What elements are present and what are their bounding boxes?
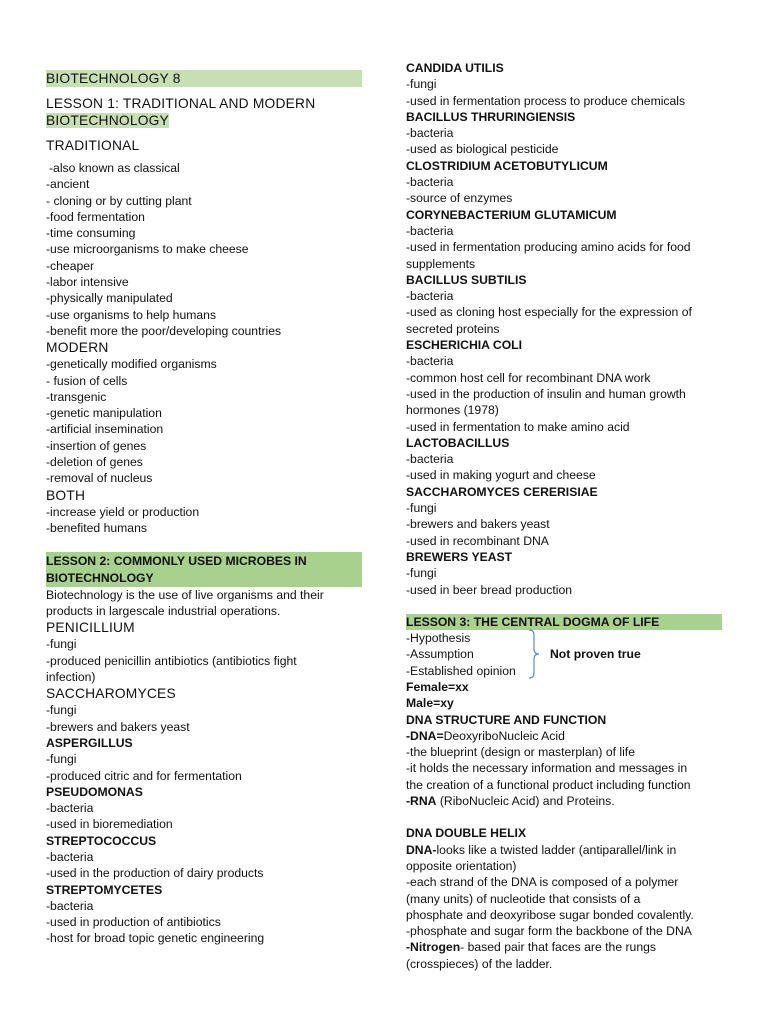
list-item: -Assumption — [406, 647, 474, 662]
list-item: -used in the production of dairy products — [46, 866, 264, 881]
microbe-name: CLOSTRIDIUM ACETOBUTYLICUM — [406, 158, 608, 173]
double-helix-heading: DNA DOUBLE HELIX — [406, 826, 527, 841]
list-item: -source of enzymes — [406, 191, 513, 206]
microbe-name: BREWERS YEAST — [406, 549, 513, 564]
list-item: -used in the production of insulin and human growth — [406, 386, 686, 401]
list-item: -used in recombinant DNA — [406, 533, 549, 548]
list-item: hormones (1978) — [406, 403, 499, 418]
list-item: -also known as classical — [49, 161, 180, 175]
microbe-name: ASPERGILLUS — [46, 735, 133, 750]
microbe-name: STREPTOCOCCUS — [46, 833, 157, 848]
list-item: -use microorganisms to make cheese — [46, 242, 249, 257]
hypothesis-group — [406, 630, 722, 679]
list-item: -fungi — [46, 703, 77, 718]
male-label: Male=xy — [406, 696, 454, 711]
list-item: -bacteria — [406, 452, 454, 467]
list-item: -brewers and bakers yeast — [46, 719, 190, 734]
list-item: -each strand of the DNA is composed of a polymer — [406, 875, 679, 890]
dna-definition — [406, 728, 722, 744]
list-item: supplements — [406, 256, 476, 271]
lesson1-line1: LESSON 1: TRADITIONAL AND MODERN — [46, 96, 316, 111]
list-item: -fungi — [406, 77, 437, 92]
list-item: -fungi — [46, 637, 77, 652]
list-item: -transgenic — [46, 389, 107, 404]
list-item: -fungi — [46, 752, 77, 767]
list-item: -used in beer bread production — [406, 582, 572, 597]
list-item: -bacteria — [406, 223, 454, 238]
list-item: -produced citric and for fermentation — [46, 768, 242, 783]
list-item: -ancient — [46, 177, 90, 192]
list-item: -bacteria — [46, 898, 94, 913]
list-item: -genetic manipulation — [46, 406, 162, 421]
list-item: -insertion of genes — [46, 438, 147, 453]
microbe-name: ESCHERICHIA COLI — [406, 338, 523, 353]
list-item: -physically manipulated — [46, 291, 173, 306]
nitrogen-definition — [406, 939, 722, 955]
list-item: -the blueprint (design or masterplan) of life — [406, 745, 635, 760]
lesson1-line2: BIOTECHNOLOGY — [46, 113, 169, 128]
list-item: the creation of a functional product including function — [406, 777, 691, 792]
nitrogen-value: - based pair that faces are the rungs — [460, 940, 656, 955]
list-item: -it holds the necessary information and messages in — [406, 761, 688, 776]
microbe-name: CORYNEBACTERIUM GLUTAMICUM — [406, 207, 617, 222]
list-item: - cloning or by cutting plant — [46, 193, 192, 208]
list-item: secreted proteins — [406, 321, 500, 336]
list-item: -common host cell for recombinant DNA work — [406, 370, 651, 385]
lesson2-intro-1: Biotechnology is the use of live organisms and their — [46, 587, 324, 602]
list-item: -fungi — [406, 566, 437, 581]
list-item: -benefit more the poor/developing countries — [46, 323, 282, 338]
dna-structure-heading: DNA STRUCTURE AND FUNCTION — [406, 712, 607, 727]
microbe-name: BACILLUS SUBTILIS — [406, 272, 527, 287]
nitrogen-label: -Nitrogen — [406, 940, 461, 955]
list-item: -food fermentation — [46, 209, 145, 224]
both-list — [46, 504, 362, 537]
modern-heading: MODERN — [46, 340, 109, 356]
list-item: phosphate and deoxyribose sugar bonded covalently. — [406, 907, 694, 922]
list-item: -cheaper — [46, 258, 95, 273]
traditional-list — [46, 160, 362, 339]
lesson2-line2: BIOTECHNOLOGY — [46, 570, 154, 585]
list-item: opposite orientation) — [406, 858, 517, 873]
list-item: -used in fermentation producing amino acids for food — [406, 240, 691, 255]
rna-value: (RiboNucleic Acid) and Proteins. — [436, 794, 615, 809]
list-item: (many units) of nucleotide that consists of a — [406, 891, 641, 906]
helix-dna-label: DNA- — [406, 842, 437, 857]
list-item: infection) — [46, 670, 96, 685]
list-item: -increase yield or production — [46, 504, 200, 519]
list-item: -fungi — [406, 501, 437, 516]
dna-value: DeoxyriboNucleic Acid — [443, 728, 565, 743]
list-item: -bacteria — [406, 289, 454, 304]
rna-label: -RNA — [406, 794, 437, 809]
list-item: (crosspieces) of the ladder. — [406, 956, 553, 971]
lesson3-banner: LESSON 3: THE CENTRAL DOGMA OF LIFE — [406, 614, 722, 630]
lesson2-intro-2: products in largescale industrial operations. — [46, 604, 281, 619]
list-item: -bacteria — [46, 849, 94, 864]
microbe-name: PSEUDOMONAS — [46, 784, 143, 799]
microbe-name: PENICILLIUM — [46, 620, 135, 636]
list-item: -artificial insemination — [46, 422, 164, 437]
microbe-name: SACCHAROMYCES — [46, 686, 176, 702]
list-item: -used as biological pesticide — [406, 142, 559, 157]
list-item: -bacteria — [406, 175, 454, 190]
female-label: Female=xx — [406, 679, 469, 694]
left-column — [46, 70, 362, 947]
list-item: -host for broad topic genetic engineering — [46, 931, 265, 946]
not-proven-label: Not proven true — [550, 647, 641, 662]
list-item: -phosphate and sugar form the backbone of the DNA — [406, 924, 692, 939]
rna-definition — [406, 793, 722, 809]
list-item: -Established opinion — [406, 663, 516, 678]
list-item: -used in bioremediation — [46, 817, 173, 832]
list-item: -used as cloning host especially for the expression of — [406, 305, 692, 320]
both-heading: BOTH — [46, 487, 86, 503]
traditional-heading: TRADITIONAL — [46, 138, 140, 153]
list-item: -produced penicillin antibiotics (antibiotics fight — [46, 653, 297, 668]
lesson2-line1: LESSON 2: COMMONLY USED MICROBES IN — [46, 554, 307, 569]
list-item: -benefited humans — [46, 520, 147, 535]
microbe-name: SACCHAROMYCES CERERISIAE — [406, 484, 598, 499]
list-item: -time consuming — [46, 226, 136, 241]
microbe-name: LACTOBACILLUS — [406, 435, 510, 450]
list-item: -Hypothesis — [406, 631, 471, 646]
list-item: -used in fermentation process to produce chemicals — [406, 93, 686, 108]
list-item: -bacteria — [46, 801, 94, 816]
list-item: -used in fermentation to make amino acid — [406, 419, 630, 434]
microbe-name: BACILLUS THRURINGIENSIS — [406, 109, 576, 124]
list-item: -brewers and bakers yeast — [406, 517, 550, 532]
document-title: BIOTECHNOLOGY 8 — [46, 70, 362, 87]
lesson2-banner — [46, 552, 362, 587]
helix-dna-value: looks like a twisted ladder (antiparallel/link in — [436, 842, 677, 857]
list-item: - fusion of cells — [46, 373, 128, 388]
list-item: -deletion of genes — [46, 455, 143, 470]
list-item: -bacteria — [406, 126, 454, 141]
curly-brace-icon — [528, 628, 544, 680]
list-item: -use organisms to help humans — [46, 307, 217, 322]
dna-label: -DNA= — [406, 728, 444, 743]
helix-dna-definition — [406, 842, 722, 858]
list-item: -genetically modified organisms — [46, 357, 217, 372]
list-item: -used in making yogurt and cheese — [406, 468, 596, 483]
list-item: -used in production of antibiotics — [46, 915, 221, 930]
microbe-name: STREPTOMYCETES — [46, 882, 163, 897]
right-column — [406, 60, 722, 972]
lesson1-heading — [46, 95, 362, 129]
list-item: -removal of nucleus — [46, 471, 153, 486]
microbe-name: CANDIDA UTILIS — [406, 61, 504, 75]
modern-list — [46, 356, 362, 486]
list-item: -bacteria — [406, 354, 454, 369]
list-item: -labor intensive — [46, 275, 129, 290]
